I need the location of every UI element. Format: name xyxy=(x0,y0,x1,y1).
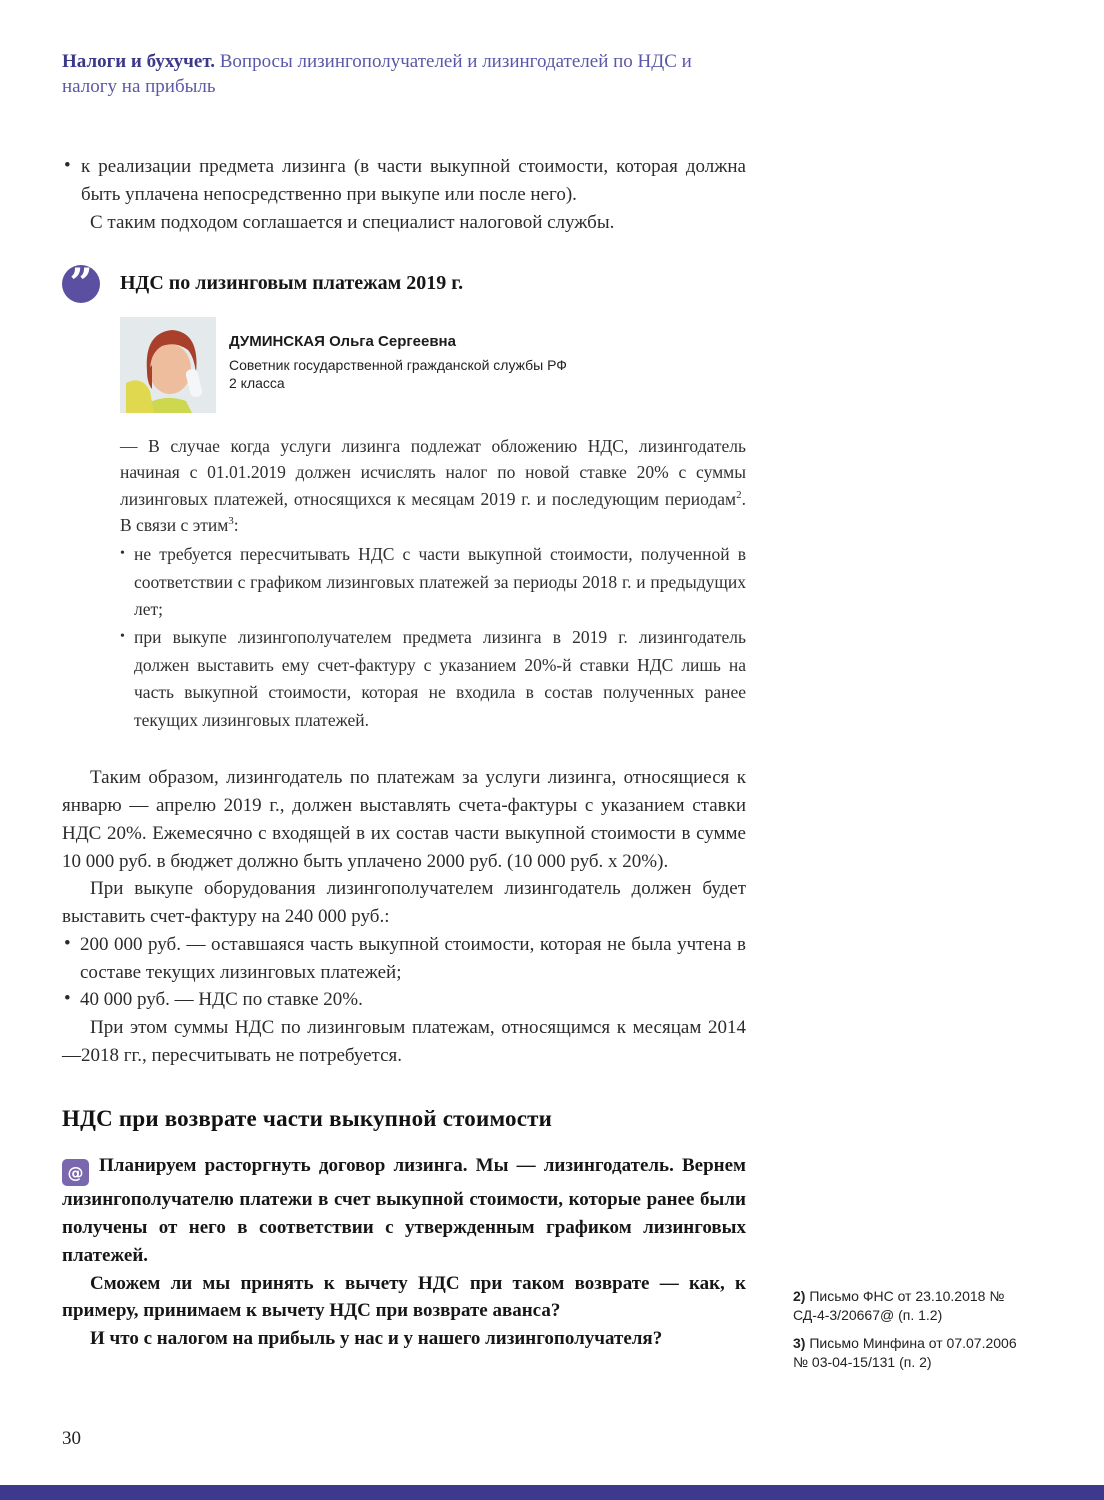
footnote-text: Письмо ФНС от 23.10.2018 № СД-4-3/20667@ (п. 1.2) xyxy=(793,1288,1005,1324)
quote-text: . В связи с этим xyxy=(120,488,746,536)
list-item xyxy=(120,541,746,624)
footnote-text: Письмо Минфина от 07.07.2006 № 03-04-15/131 (п. 2) xyxy=(793,1334,1017,1370)
quote-header xyxy=(62,259,746,307)
footnote-ref-2: 2 xyxy=(736,488,742,501)
main-column xyxy=(62,50,746,1353)
expert-name: ДУМИНСКАЯ Ольга Сергеевна xyxy=(229,332,456,350)
footnote xyxy=(793,1334,1021,1373)
body-bullet-text: 40 000 руб. — НДС по ставке 20%. xyxy=(80,989,363,1011)
quote-text: — В случае когда услуги лизинга подлежат обложению НДС, лизингодатель начиная с 01.01.2019 должен исчислять налог по новой ставке 20% с суммы лизинговых платежей, относящихся к месяцам 2019 г. и последующим периодам xyxy=(120,435,746,509)
quote-title: НДС по лизинговым платежам 2019 г. xyxy=(120,272,464,295)
quote-text: : xyxy=(233,515,239,536)
intro-paragraph: С таким подходом соглашается и специалист налоговой службы. xyxy=(90,211,615,233)
list-item xyxy=(62,931,746,986)
running-header xyxy=(62,50,746,99)
question-paragraph xyxy=(62,1152,746,1270)
list-item xyxy=(62,986,746,1014)
body-paragraph: При этом суммы НДС по лизинговым платежам, относящимся к месяцам 2014—2018 гг., пересчитывать не потребуется. xyxy=(62,1017,746,1066)
quote-bullet-list xyxy=(120,541,746,734)
page-number: 30 xyxy=(62,1428,81,1449)
intro-bullet-text: к реализации предмета лизинга (в части выкупной стоимости, которая должна быть уплачена непосредственно при выкупе или после него). xyxy=(81,156,746,206)
header-rubric: Налоги и бухучет. xyxy=(62,51,215,72)
expert-row xyxy=(120,317,746,413)
question-text: Планируем расторгнуть договор лизинга. Мы — лизингодатель. Вернем лизингополучателю платежи в счет выкупной стоимости, которые ранее были получены от него в соответствии с утвержденным графиком лизинговых платежей. xyxy=(62,1154,746,1266)
question-paragraph: И что с налогом на прибыль у нас и у нашего лизингополучателя? xyxy=(90,1328,663,1350)
quote-paragraph xyxy=(120,433,746,539)
intro-bullet-list xyxy=(62,153,746,208)
body-bullet-text: 200 000 руб. — оставшаяся часть выкупной стоимости, которая не была учтена в составе текущих лизинговых платежей; xyxy=(80,933,746,983)
body-bullet-list xyxy=(62,931,746,1014)
quote-glyph: ” xyxy=(69,259,93,307)
footnote xyxy=(793,1287,1021,1326)
expert-title-line1: Советник государственной гражданской службы РФ xyxy=(229,356,567,373)
bottom-accent-bar xyxy=(0,1485,1104,1500)
expert-photo-avatar xyxy=(120,317,216,413)
expert-quote-block xyxy=(62,259,746,735)
expert-info xyxy=(229,317,567,413)
footnote-number: 3) xyxy=(793,1334,806,1351)
list-item xyxy=(62,153,746,208)
quote-bullet-text: при выкупе лизингополучателем предмета лизинга в 2019 г. лизингодатель должен выставить ему счет-фактуру с указанием 20%-й ставки НДС лишь на часть выкупной стоимости, которая не входила в состав полученных ранее текущих лизинговых платежей. xyxy=(134,626,746,730)
body-paragraph: Таким образом, лизингодатель по платежам за услуги лизинга, относящиеся к январю — апрелю 2019 г., должен выставлять счета-фактуры с указанием ставки НДС 20%. Ежемесячно с входящей в их состав части выкупной стоимости в сумме 10 000 руб. в бюджет должно быть уплачено 2000 руб. (10 000 руб. x 20%). xyxy=(62,767,746,872)
quote-marks-icon xyxy=(62,259,100,307)
section-heading: НДС при возврате части выкупной стоимости xyxy=(62,1105,553,1131)
body-paragraph: При выкупе оборудования лизингополучателем лизингодатель должен будет выставить счет-фактуру на 240 000 руб.: xyxy=(62,878,746,928)
body-section xyxy=(62,764,746,1069)
footnote-ref-3: 3 xyxy=(228,515,234,528)
expert-title-line2: 2 класса xyxy=(229,375,285,392)
footnote-number: 2) xyxy=(793,1288,806,1304)
list-item xyxy=(120,624,746,735)
reader-question-block xyxy=(62,1152,746,1354)
margin-footnotes xyxy=(793,1287,1021,1372)
question-paragraph: Сможем ли мы принять к вычету НДС при таком возврате — как, к примеру, принимаем к вычету НДС при возврате аванса? xyxy=(62,1272,746,1322)
quote-bullet-text: не требуется пересчитывать НДС с части выкупной стоимости, полученной в соответствии с графиком лизинговых платежей за периоды 2018 г. и предыдущих лет; xyxy=(134,543,746,620)
header-subtitle: Вопросы лизингополучателей и лизингодателей по НДС и налогу на прибыль xyxy=(62,51,692,97)
at-icon: @ xyxy=(62,1159,89,1186)
